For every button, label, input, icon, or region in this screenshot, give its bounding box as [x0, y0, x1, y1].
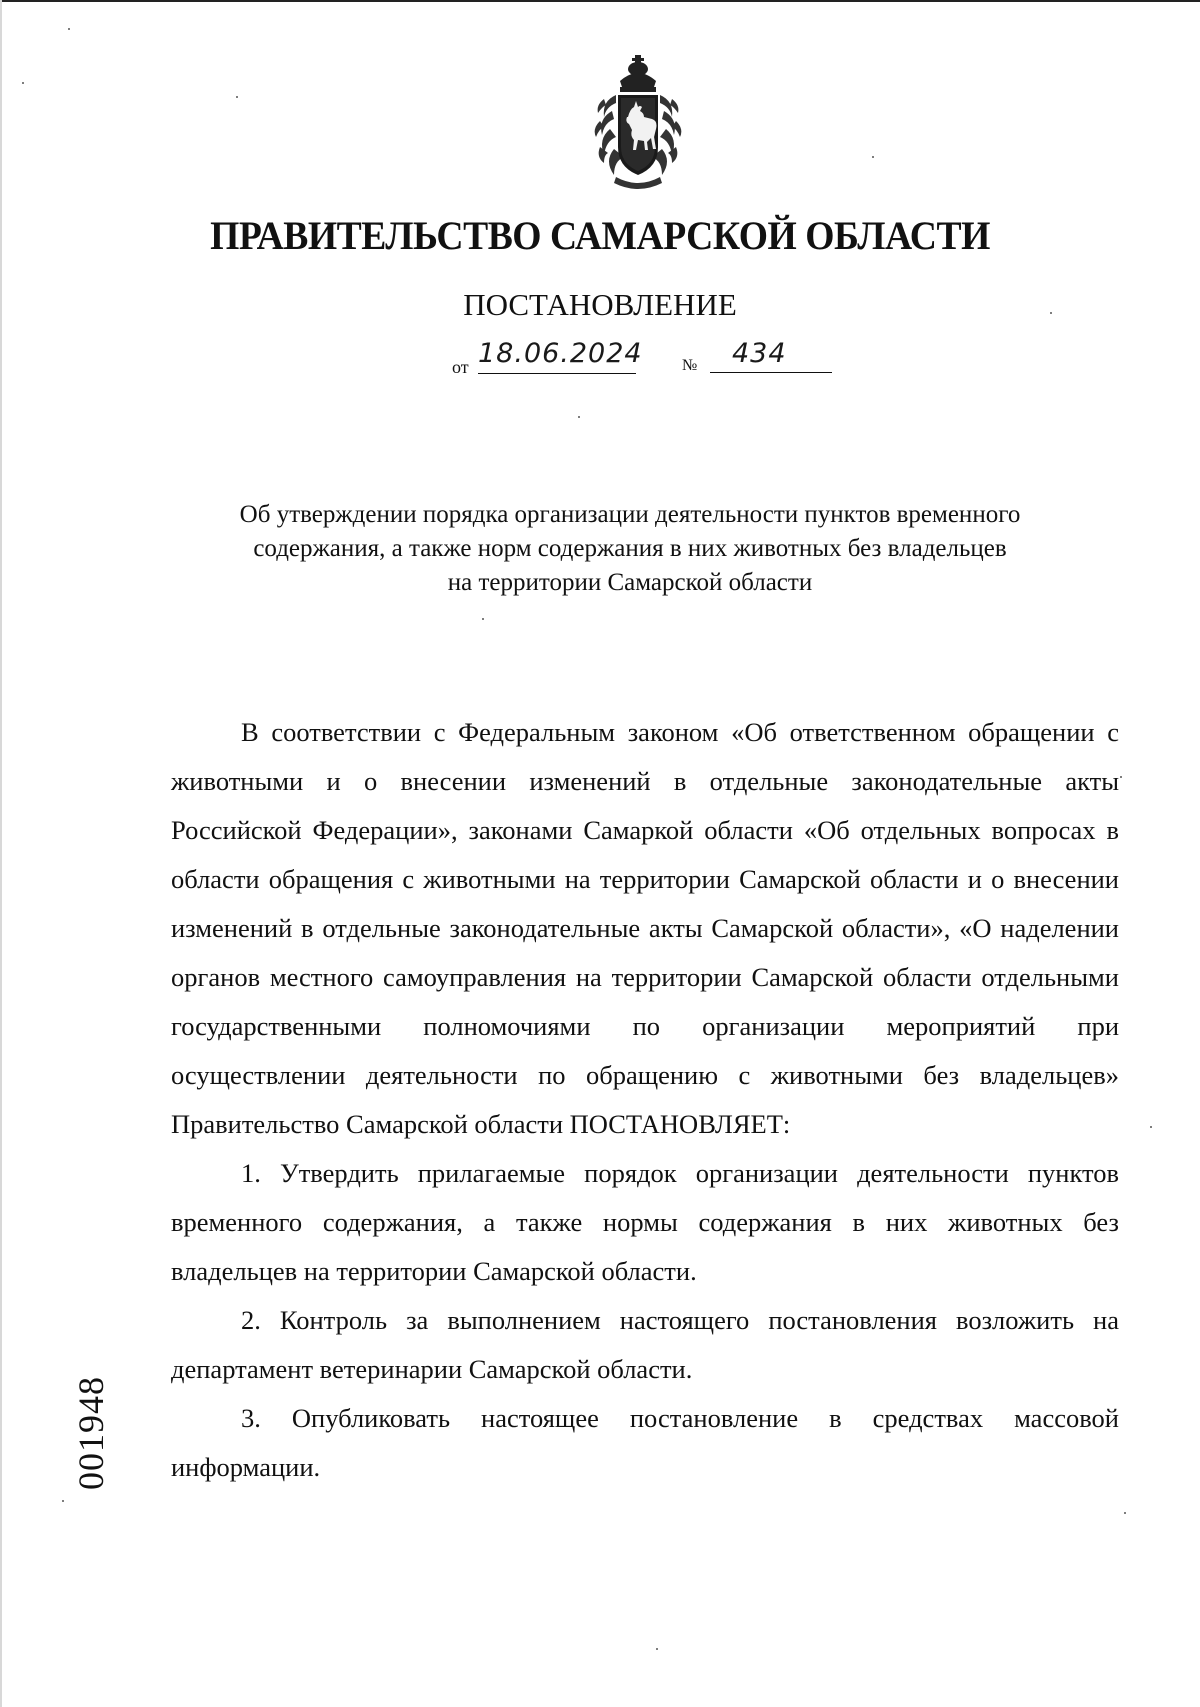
date-prefix: от — [452, 357, 469, 377]
date-number-line — [452, 337, 842, 377]
scan-speck — [1050, 312, 1052, 314]
document-number: 434 — [710, 337, 832, 373]
subject-line: содержания, а также норм содержания в них животных без владельцев — [253, 535, 1007, 562]
scan-speck — [236, 96, 238, 98]
subject-line: на территории Самарской области — [447, 569, 813, 596]
number-prefix: № — [682, 357, 698, 374]
side-serial-number: 001948 — [71, 1376, 111, 1490]
document-date: 18.06.2024 — [478, 337, 636, 374]
scan-speck — [656, 1648, 658, 1650]
scan-edge-left — [0, 0, 2, 1707]
scan-edge-top — [0, 0, 1200, 2]
samara-coat-of-arms-icon — [576, 55, 700, 191]
scan-speck — [1124, 1512, 1126, 1514]
item-1-paragraph: 1. Утвердить прилагаемые порядок организации деятельности пунктов временного содержания, а также нормы содержания в них животных без владельцев на территории Самарской области. — [171, 1158, 1119, 1286]
scan-speck — [872, 156, 874, 158]
scan-speck — [62, 1500, 64, 1502]
scan-speck — [1150, 1126, 1152, 1128]
scan-speck — [578, 416, 580, 418]
scan-speck — [22, 82, 24, 84]
subject-line: Об утверждении порядка организации деятельности пунктов временного — [239, 501, 1021, 528]
item-3-paragraph: 3. Опубликовать настоящее постановление в средствах массовой информации. — [171, 1403, 1119, 1482]
scan-speck — [482, 618, 484, 620]
government-title: ПРАВИТЕЛЬСТВО САМАРСКОЙ ОБЛАСТИ — [210, 213, 990, 258]
document-subject — [190, 498, 1070, 600]
document-body — [171, 708, 1119, 1492]
preamble-paragraph: В соответствии с Федеральным законом «Об ответственном обращении с животными и о внесении изменений в отдельные законодательные акты Российской Федерации», законами Самаркой области «Об отдельных вопросах в области обращения с животными на территории Самарской области и о внесении изменений в отдельные законодательные акты Самарской области», «О наделении органов местного самоуправления на территории Самарской области отдельными государственными полномочиями по организации мероприятий при осуществлении деятельности по обращению с животными без владельцев» Правительство Самарской области ПОСТАНОВЛЯЕТ: — [171, 717, 1119, 1139]
scan-speck — [68, 28, 70, 30]
item-2-paragraph: 2. Контроль за выполнением настоящего постановления возложить на департамент ветеринарии Самарской области. — [171, 1305, 1119, 1384]
scan-speck — [1120, 776, 1122, 778]
document-type: ПОСТАНОВЛЕНИЕ — [463, 287, 737, 322]
